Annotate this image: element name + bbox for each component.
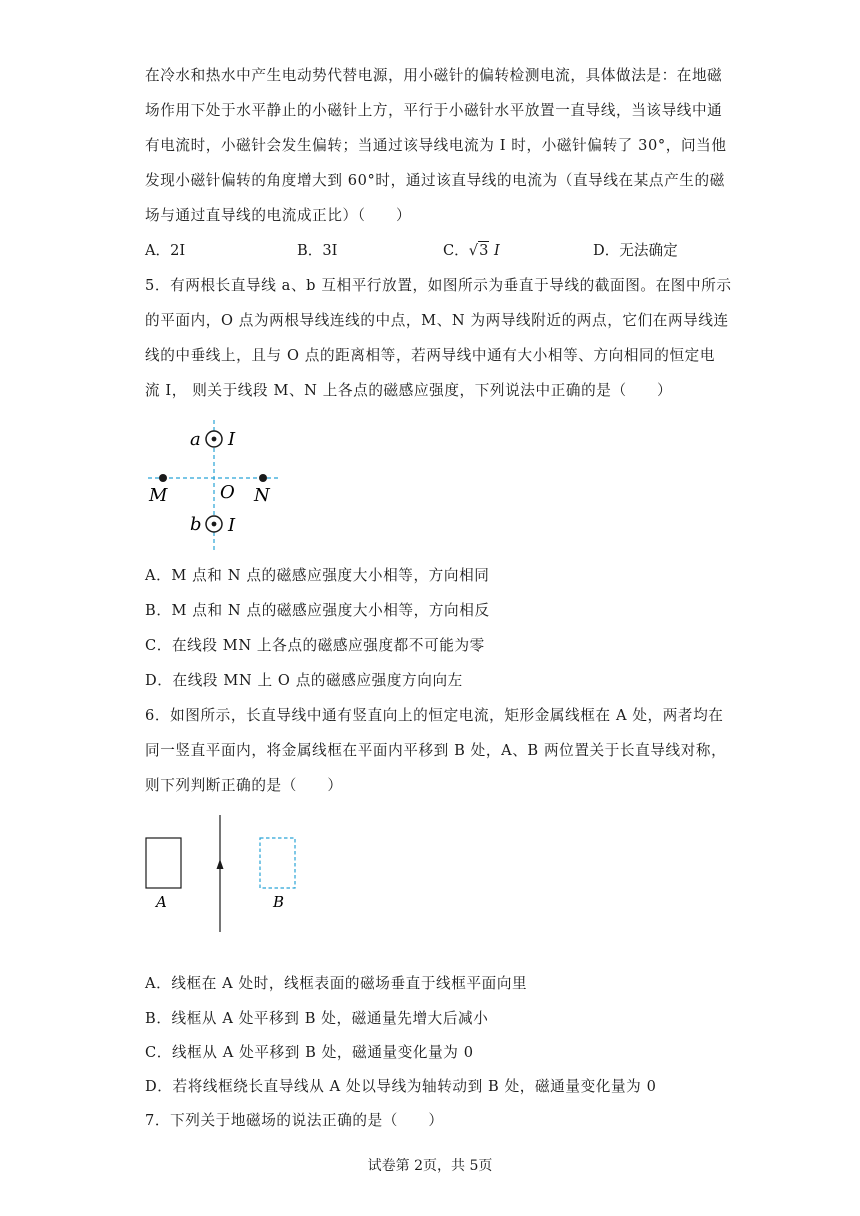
q4-option-a: A．2I [145,242,186,259]
q5-option-c: C．在线段 MN 上各点的磁感应强度都不可能为零 [145,637,485,654]
q6-option-d: D．若将线框绕长直导线从 A 处以导线为轴转动到 B 处，磁通量变化量为 0 [145,1078,657,1095]
label-I-top: I [228,429,236,450]
q6-option-c: C．线框从 A 处平移到 B 处，磁通量变化量为 0 [145,1044,474,1061]
label-A: A [156,893,167,911]
q5-option-a: A．M 点和 N 点的磁感应强度大小相等，方向相同 [145,567,490,584]
q5-line-2: 的平面内，O 点为两根导线连线的中点，M、N 为两导线附近的两点，它们在两导线连 [145,312,729,329]
frame-A [146,838,181,888]
q5-option-b: B．M 点和 N 点的磁感应强度大小相等，方向相反 [145,602,490,619]
label-M: M [149,485,168,506]
label-N: N [254,485,270,506]
q4-line-2: 场作用下处于水平静止的小磁针上方，平行于小磁针水平放置一直导线，当该导线中通 [145,102,723,119]
q5-line-3: 线的中垂线上，且与 O 点的距离相等，若两导线中通有大小相等、方向相同的恒定电 [145,347,716,364]
wire-a-dot [212,437,217,442]
q5-figure [140,418,290,553]
point-M [159,474,167,482]
label-a: a [190,429,201,450]
q6-figure [140,815,310,935]
q5-option-d: D．在线段 MN 上 O 点的磁感应强度方向向左 [145,672,463,689]
q4-line-5: 场与通过直导线的电流成正比）（ ） [145,207,412,224]
label-B: B [273,893,285,911]
q4-line-4: 发现小磁针偏转的角度增大到 60°时，通过该直导线的电流为（直导线在某点产生的磁 [145,172,725,189]
point-N [259,474,267,482]
q7-line-1: 7．下列关于地磁场的说法正确的是（ ） [145,1112,444,1129]
label-b: b [190,514,202,535]
q4-option-c-prefix: C． [443,242,469,259]
q4-option-c-suffix: I [494,242,500,259]
label-O: O [220,482,235,503]
q4-option-b: B．3I [297,242,338,259]
q6-option-a: A．线框在 A 处时，线框表面的磁场垂直于线框平面向里 [145,975,528,992]
q5-line-4: 流 I， 则关于线段 M、N 上各点的磁感应强度，下列说法中正确的是（ ） [145,382,673,399]
q5-line-1: 5．有两根长直导线 a、b 互相平行放置，如图所示为垂直于导线的截面图。在图中所示 [145,277,732,294]
page-footer: 试卷第 2页，共 5页 [367,1158,493,1174]
q4-option-c [443,241,500,261]
sqrt-symbol: √3 [468,242,489,259]
q4-line-3: 有电流时，小磁针会发生偏转；当通过该导线电流为 I 时，小磁针偏转了 30°，问当他 [145,137,727,154]
q4-option-d: D．无法确定 [593,242,678,259]
q6-line-2: 同一竖直平面内，将金属线框在平面内平移到 B 处，A、B 两位置关于长直导线对称， [145,742,727,759]
q4-line-1: 在冷水和热水中产生电动势代替电源，用小磁针的偏转检测电流，具体做法是：在地磁 [145,67,723,84]
current-arrow-icon [217,859,224,869]
q4-option-c-radicand: 3 [479,242,489,259]
wire-b-dot [212,522,217,527]
q6-option-b: B．线框从 A 处平移到 B 处，磁通量先增大后减小 [145,1010,489,1027]
q6-line-3: 则下列判断正确的是（ ） [145,777,343,794]
label-I-bottom: I [228,515,236,536]
frame-B [260,838,295,888]
q6-line-1: 6．如图所示，长直导线中通有竖直向上的恒定电流，矩形金属线框在 A 处，两者均在 [145,707,724,724]
